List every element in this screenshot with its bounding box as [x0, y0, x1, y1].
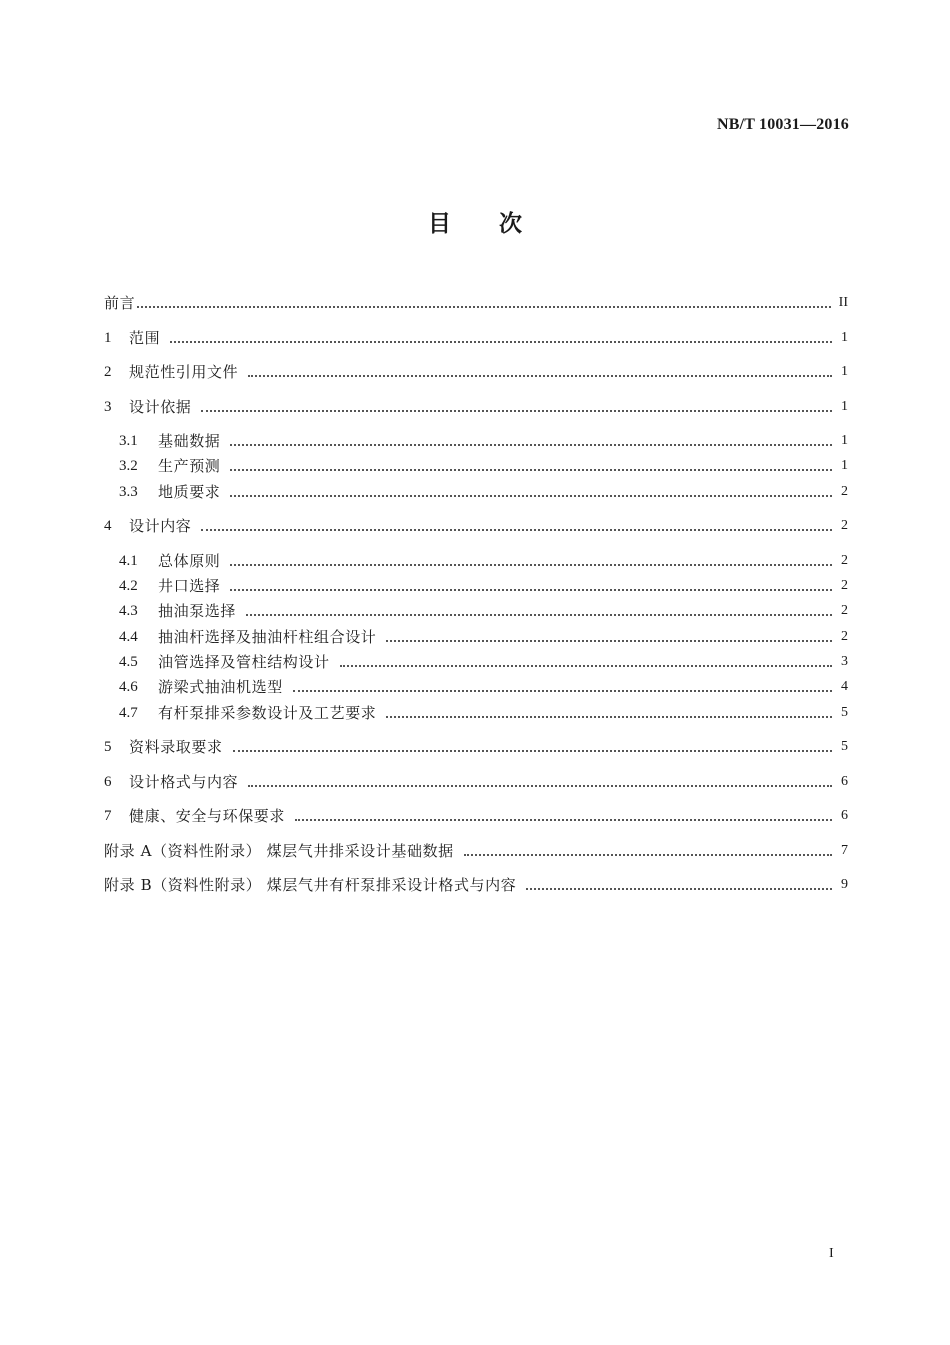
toc-leader	[386, 715, 832, 718]
toc-page: 2	[841, 603, 848, 618]
toc-entry[interactable]	[104, 736, 848, 758]
toc-page: 7	[841, 843, 848, 858]
toc-label: 范围	[129, 329, 161, 347]
toc-subentry[interactable]	[119, 550, 848, 572]
toc-subentry[interactable]	[119, 600, 848, 622]
toc-leader	[137, 305, 830, 308]
toc-leader	[246, 613, 832, 616]
toc-number: 3	[104, 399, 112, 415]
toc-label: 有杆泵排采参数设计及工艺要求	[158, 704, 377, 722]
toc-page: 1	[841, 399, 848, 414]
toc-subentry[interactable]	[119, 626, 848, 648]
toc-page: 1	[841, 433, 848, 448]
toc-number: 1	[104, 330, 112, 346]
toc-label: 前言	[104, 294, 136, 312]
toc-leader	[386, 639, 832, 642]
toc-entry[interactable]	[104, 805, 848, 827]
toc-leader	[340, 664, 832, 667]
toc-page: 4	[841, 679, 848, 694]
toc-page: 1	[841, 330, 848, 345]
toc-page: 9	[841, 877, 848, 892]
toc-page: 5	[841, 705, 848, 720]
toc-label: 规范性引用文件	[129, 363, 239, 381]
toc-leader	[526, 887, 832, 890]
toc-number: 6	[104, 774, 112, 790]
toc-leader	[230, 563, 832, 566]
toc-leader	[170, 340, 832, 343]
toc-leader	[230, 494, 832, 497]
toc-leader	[233, 749, 832, 752]
toc-number: 4.3	[119, 603, 138, 619]
toc-label: 健康、安全与环保要求	[129, 807, 286, 825]
toc-label: 抽油杆选择及抽油杆柱组合设计	[158, 628, 377, 646]
toc-entry-appendix-b[interactable]	[104, 874, 848, 896]
toc-number: 3.2	[119, 458, 138, 474]
toc-entry[interactable]	[104, 515, 848, 537]
toc-entry[interactable]	[104, 771, 848, 793]
toc-entry-foreword[interactable]	[104, 292, 848, 314]
toc-number: 4.5	[119, 654, 138, 670]
toc-leader	[293, 689, 832, 692]
toc-label: 游梁式抽油机选型	[158, 678, 283, 696]
toc-leader	[248, 784, 832, 787]
toc-page: 2	[841, 553, 848, 568]
toc-entry[interactable]	[104, 396, 848, 418]
toc-label: 设计内容	[129, 517, 192, 535]
toc-number: 5	[104, 739, 112, 755]
toc-leader	[230, 588, 832, 591]
toc-subentry[interactable]	[119, 455, 848, 477]
toc-leader	[248, 374, 832, 377]
toc-label: 设计格式与内容	[129, 773, 239, 791]
toc-page: 6	[841, 808, 848, 823]
toc-label: 抽油泵选择	[158, 602, 237, 620]
toc-number: 4.6	[119, 679, 138, 695]
toc-page: 5	[841, 739, 848, 754]
page-title: 目次	[428, 211, 570, 237]
toc-label: 附录 B（资料性附录） 煤层气井有杆泵排采设计格式与内容	[104, 876, 517, 894]
page-number: I	[829, 1246, 834, 1261]
toc-page: 2	[841, 518, 848, 533]
toc-label: 基础数据	[158, 432, 221, 450]
toc-label: 设计依据	[129, 398, 192, 416]
toc-page: 2	[841, 629, 848, 644]
toc-number: 4.4	[119, 629, 138, 645]
toc-number: 3.3	[119, 484, 138, 500]
toc-page: II	[838, 295, 848, 310]
toc-number: 2	[104, 364, 112, 380]
toc-leader	[464, 853, 832, 856]
toc-number: 4.1	[119, 553, 138, 569]
toc-label: 井口选择	[158, 577, 221, 595]
toc-leader	[230, 468, 832, 471]
toc-entry[interactable]	[104, 361, 848, 383]
toc-page: 1	[841, 364, 848, 379]
toc-entry[interactable]	[104, 327, 848, 349]
standard-number: NB/T 10031—2016	[716, 116, 849, 133]
toc-label: 资料录取要求	[129, 738, 223, 756]
toc-label: 生产预测	[158, 457, 221, 475]
toc-leader	[295, 818, 832, 821]
toc-subentry[interactable]	[119, 481, 848, 503]
toc-label: 油管选择及管柱结构设计	[158, 653, 330, 671]
toc-number: 4.7	[119, 705, 138, 721]
toc-subentry[interactable]	[119, 430, 848, 452]
toc-page: 2	[841, 484, 848, 499]
toc-label: 地质要求	[158, 483, 221, 501]
toc-page: 1	[841, 458, 848, 473]
toc-leader	[201, 528, 832, 531]
toc-subentry[interactable]	[119, 676, 848, 698]
toc-entry-appendix-a[interactable]	[104, 840, 848, 862]
toc-number: 3.1	[119, 433, 138, 449]
toc-number: 4	[104, 518, 112, 534]
toc-page: 3	[841, 654, 848, 669]
toc-label: 附录 A（资料性附录） 煤层气井排采设计基础数据	[104, 842, 454, 860]
toc-subentry[interactable]	[119, 575, 848, 597]
toc-leader	[201, 409, 832, 412]
toc-page: 6	[841, 774, 848, 789]
toc-page: 2	[841, 578, 848, 593]
toc-number: 7	[104, 808, 112, 824]
toc-label: 总体原则	[158, 552, 221, 570]
toc-subentry[interactable]	[119, 702, 848, 724]
toc-leader	[230, 443, 832, 446]
toc-number: 4.2	[119, 578, 138, 594]
toc-subentry[interactable]	[119, 651, 848, 673]
